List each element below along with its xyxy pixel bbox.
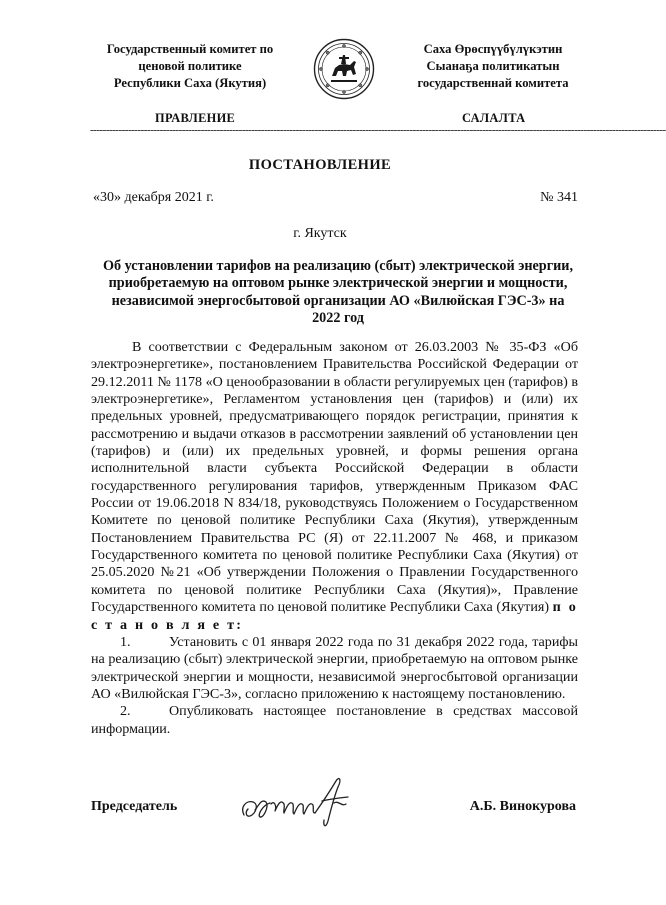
resolves-word: п о с т а н о в л я е т:: [91, 599, 578, 633]
coat-of-arms-icon: [313, 38, 375, 100]
preamble-text: В соответствии с Федеральным законом от 26.03.2003 № 35-ФЗ «Об электроэнергетике», постановлением Правительства Российской Федерации от 29.12.2011 № 1178 «О ценообразовании в области регулируемых цен (тарифов) в электроэнергетике», Регламентом установления цен (тарифов) и (или) их предельных уровней, предусматривающего порядок регистрации, принятия к рассмотрению и выдачи отказов в рассмотрении заявлений об установлении цен (тарифов) и (или) их предельных уровней, и формы решения органа исполнительной власти субъекта Российской Федерации в области государственного регулирования тарифов, утвержденным Приказом ФАС России от 19.06.2018 N 834/18, руководствуясь Положением о Государственном Комитете по ценовой политике Республики Саха (Якутия), утвержденным Постановлением Правительства РС (Я) от 22.11.2007 № 468, и приказом Государственного комитета по ценовой политике Республики Саха (Якутия) от 25.05.2020 №21 «Об утверждении Положения о Правлении Государственного комитета по ценовой политике Республики Саха (Якутия)», Правление Государственного комитета по ценовой политике Республики Саха (Якутия): [91, 339, 578, 616]
signatory-name: А.Б. Винокурова: [469, 799, 576, 814]
header-right-line: Сыанаҕа политикатын: [426, 59, 560, 73]
item-number: 1.: [120, 633, 131, 650]
item-text: Опубликовать настоящее постановление в средствах массовой информации.: [91, 703, 578, 737]
item-text: Установить с 01 января 2022 года по 31 декабря 2022 года, тарифы на реализацию (сбыт) электрической энергии, приобретаемую на оптовом рынке электрической энергии и мощности, независимой энергосбытовой организации АО «Вилюйская ГЭС-3», согласно приложению к настоящему постановлению.: [91, 633, 578, 702]
document-city: г. Якутск: [293, 226, 347, 241]
header-left-line: Республики Саха (Якутия): [113, 76, 267, 90]
list-item: [91, 634, 578, 703]
header-right-line: Саха Өрөспүүбүлүкэтин: [423, 42, 563, 56]
document-number: № 341: [540, 190, 578, 205]
signature-image: [238, 773, 362, 831]
signatory-role: Председатель: [91, 799, 178, 814]
header-left-line: Государственный комитет по: [106, 42, 274, 56]
document-date: «30» декабря 2021 г.: [93, 190, 214, 205]
preamble-paragraph: [91, 339, 578, 634]
list-item: [91, 703, 578, 738]
section-label-left: ПРАВЛЕНИЕ: [155, 111, 236, 125]
header-separator: --------------------------------------------------------------------------------------------------------------------------------------------------------------------------------------: [90, 124, 666, 136]
item-number: 2.: [120, 703, 131, 720]
document-type: ПОСТАНОВЛЕНИЕ: [248, 157, 392, 173]
header-left-org: [96, 41, 284, 92]
document-body: [91, 339, 578, 738]
section-label-right: САЛАЛТА: [462, 111, 526, 125]
header-right-line: государственнай комитета: [417, 76, 569, 90]
header-right-org: [400, 41, 586, 92]
header-left-line: ценовой политике: [138, 59, 242, 73]
document-title: Об установлении тарифов на реализацию (сбыт) электрической энергии, приобретаемую на оптовом рынке электрической энергии и мощности, независимой энергосбытовой организации АО «Вилюйская ГЭС-3» на 2022 год: [102, 258, 574, 326]
